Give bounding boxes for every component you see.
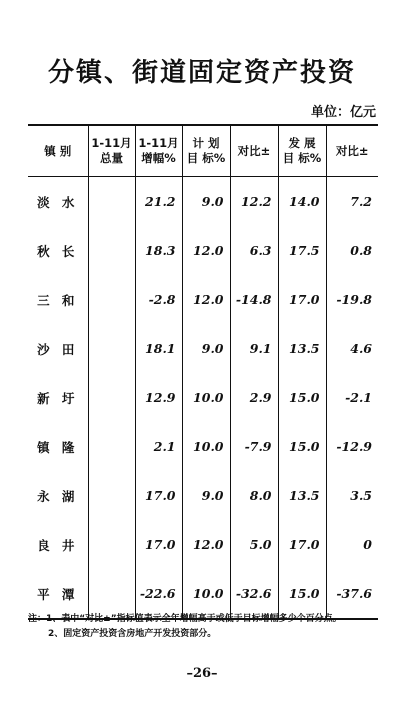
header-total: 1-11月 总量 [88,125,135,177]
page-title: 分镇、街道固定资产投资 [47,58,356,88]
diff-plan-cell: -32.6 [230,569,278,619]
diff-plan-cell: 2.9 [230,373,278,422]
dev-target-cell: 17.0 [278,275,326,324]
plan-target-cell: 12.0 [182,226,230,275]
town-cell: 永 湖 [37,488,79,504]
header-town: 镇 别 [28,125,88,177]
town-cell: 平 潭 [37,586,79,602]
plan-target-cell: 9.0 [182,471,230,520]
plan-target-cell: 9.0 [182,324,230,373]
dev-target-cell: 13.5 [278,324,326,373]
diff-plan-cell: -7.9 [230,422,278,471]
table-row [28,373,378,422]
diff-plan-cell: 8.0 [230,471,278,520]
growth-cell: 18.3 [135,226,182,275]
diff-dev-cell: -2.1 [326,373,378,422]
total-cell [88,520,135,569]
diff-dev-cell: -12.9 [326,422,378,471]
dev-target-cell: 15.0 [278,422,326,471]
header-growth: 1-11月 增幅% [135,125,182,177]
table-row [28,520,378,569]
growth-cell: -22.6 [135,569,182,619]
diff-plan-cell: -14.8 [230,275,278,324]
plan-target-cell: 10.0 [182,422,230,471]
diff-plan-cell: 9.1 [230,324,278,373]
dev-target-cell: 15.0 [278,569,326,619]
diff-dev-cell: 4.6 [326,324,378,373]
table-row [28,226,378,275]
header-diff-dev: 对比± [326,125,378,177]
town-cell: 淡 水 [37,194,79,210]
diff-plan-cell: 12.2 [230,177,278,227]
dev-target-cell: 15.0 [278,373,326,422]
header-dev-target: 发 展 目 标% [278,125,326,177]
dev-target-cell: 17.5 [278,226,326,275]
table-row [28,471,378,520]
plan-target-cell: 9.0 [182,177,230,227]
total-cell [88,324,135,373]
table-row [28,177,378,227]
total-cell [88,422,135,471]
dev-target-cell: 13.5 [278,471,326,520]
investment-table [28,124,378,620]
diff-plan-cell: 5.0 [230,520,278,569]
total-cell [88,177,135,227]
plan-target-cell: 10.0 [182,569,230,619]
header-diff-plan: 对比± [230,125,278,177]
plan-target-cell: 12.0 [182,275,230,324]
town-cell: 新 圩 [37,390,79,406]
footnote-1: 注：1、表中“对比±”指标值表示全年增幅高于或低于目标增幅多少个百分点。 [28,614,342,624]
diff-dev-cell: 0.8 [326,226,378,275]
diff-dev-cell: 7.2 [326,177,378,227]
town-cell: 三 和 [37,292,79,308]
plan-target-cell: 10.0 [182,373,230,422]
growth-cell: 12.9 [135,373,182,422]
header-plan-target: 计 划 目 标% [182,125,230,177]
plan-target-cell: 12.0 [182,520,230,569]
page-number: –26– [186,666,218,681]
growth-cell: 18.1 [135,324,182,373]
total-cell [88,275,135,324]
table-row [28,275,378,324]
growth-cell: 17.0 [135,520,182,569]
town-cell: 镇 隆 [37,439,79,455]
total-cell [88,226,135,275]
town-cell: 良 井 [37,537,79,553]
growth-cell: 2.1 [135,422,182,471]
diff-dev-cell: -37.6 [326,569,378,619]
diff-plan-cell: 6.3 [230,226,278,275]
dev-target-cell: 14.0 [278,177,326,227]
diff-dev-cell: -19.8 [326,275,378,324]
footnote-2: 2、固定资产投资含房地产开发投资部分。 [48,629,217,639]
growth-cell: 17.0 [135,471,182,520]
growth-cell: 21.2 [135,177,182,227]
table-row [28,422,378,471]
town-cell: 沙 田 [37,341,79,357]
footnotes [28,612,388,642]
growth-cell: -2.8 [135,275,182,324]
dev-target-cell: 17.0 [278,520,326,569]
unit-label: 单位：亿元 [310,105,376,120]
town-cell: 秋 长 [37,243,79,259]
table-row [28,324,378,373]
diff-dev-cell: 0 [326,520,378,569]
total-cell [88,373,135,422]
total-cell [88,471,135,520]
header-row [28,125,378,177]
diff-dev-cell: 3.5 [326,471,378,520]
